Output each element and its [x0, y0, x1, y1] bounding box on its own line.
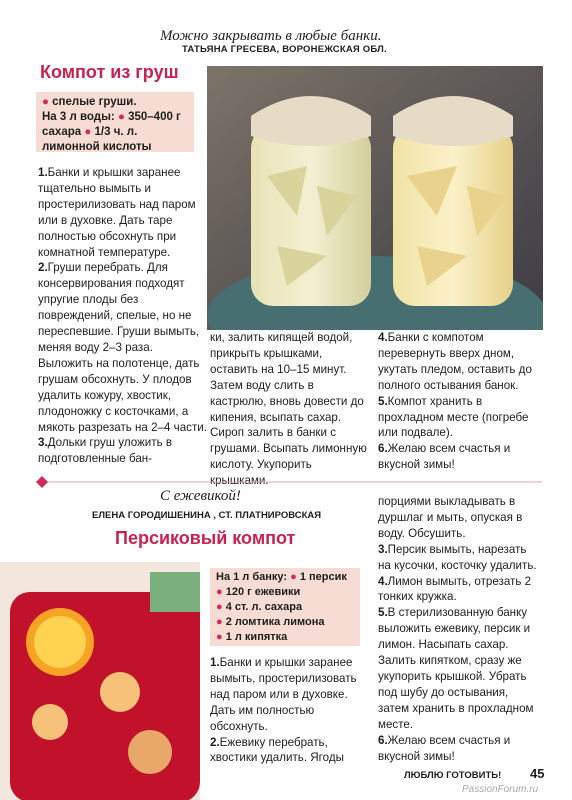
ingredient: 2 ломтика лимона	[225, 616, 325, 628]
steps-column-2: 1.Банки и крышки заранее вымыть, простерилизовать над паром или в духовке. Дать им полностью обсохнуть. 2.Ежевику перебрать, хвостики удалить. Ягоды	[210, 656, 357, 765]
author-name: ЕЛЕНА ГОРОДИШЕНИНА , СТ. ПЛАТНИРОВСКАЯ	[92, 510, 322, 521]
ingredient: 1 персик	[299, 571, 347, 583]
steps-column-1: 1.Банки и крышки заранее тщательно вымыть и простерилизовать над паром или в духовке. Дать таре полностью обсохнуть при комнатной температуре. 2.Груши перебрать. Для консервирования подходят упругие плоды без повреждений, спелые, но не переспевшие. Груши вымыть, меняя воду 2–3 раза. Выложить на полотенце, дать грушам обсохнуть. У плодов удалить кожуру, хвостик, плодоножку с косточками, а мякоть разрезать на 2–4 части. 3.Дольки груш уложить в подготовленные бан-	[38, 166, 207, 466]
bullet-icon: ●	[117, 111, 125, 123]
ingredients-box	[36, 92, 194, 152]
bullet-icon: ●	[42, 96, 53, 108]
watermark: PassionForum.ru	[462, 784, 539, 795]
magazine-name: ЛЮБЛЮ ГОТОВИТЬ!	[404, 770, 502, 781]
recipe-title: Персиковый компот	[115, 528, 296, 548]
step-text: В стерилизованную банку выложить ежевику, персик и лимон. Насыпать сахар. Залить кипятком, сразу же укупорить крышкой. Убрать под шубу до остывания, затем хранить в прохладном месте.	[378, 606, 534, 731]
step-text: Желаю всем счастья и вкусной зимы!	[378, 733, 511, 763]
step-text: Банки с компотом перевернуть вверх дном, укутать пледом, оставить до полного остывания банок.	[378, 331, 532, 392]
step-text: Дольки груш уложить в подготовленные бан-	[38, 436, 173, 466]
bullet-icon: ●	[216, 616, 226, 628]
steps-column-3: 4.Банки с компотом перевернуть вверх дном, укутать пледом, оставить до полного остывания банок. 5.Компот хранить в прохладном месте (погребе или подвале). 6.Желаю всем счастья и вкусной зимы!	[378, 331, 532, 472]
ingredients-box	[210, 568, 360, 646]
step-text: Желаю всем счастья и вкусной зимы!	[378, 442, 511, 472]
ingredient: 1/3 ч. л. лимонной кислоты	[42, 126, 152, 153]
tagline: Можно закрывать в любые банки.	[160, 28, 382, 44]
step-text: Лимон вымыть, отрезать 2 тонких кружка.	[378, 574, 532, 604]
step-text: Компот хранить в прохладном месте (погребе или подвале).	[378, 394, 529, 440]
recipe-title: Компот из груш	[40, 62, 179, 82]
step-text: ки, залить кипящей водой, прикрыть крышками, оставить на 10–15 минут. Затем воду слить в кастрюлю, вновь довести до кипения, всыпать сахар. Сироп залить в банки с грушами. Всыпать лимонную кислоту. Укупорить крышками.	[210, 331, 367, 488]
step-text: Банки и крышки заранее вымыть, простерилизовать над паром или в духовке. Дать им полностью обсохнуть.	[210, 656, 357, 733]
ingredient: 4 ст. л. сахара	[225, 601, 303, 613]
tagline: С ежевикой!	[160, 488, 241, 504]
step-text: Персик вымыть, нарезать на кусочки, косточку удалить.	[378, 542, 537, 572]
ingredient: 1 л кипятка	[225, 631, 288, 643]
divider	[36, 475, 542, 487]
step-text: Банки и крышки заранее тщательно вымыть и простерилизовать над паром или в духовке. Дать таре полностью обсохнуть при комнатной температуре.	[38, 166, 196, 259]
bullet-icon: ●	[216, 631, 226, 643]
peach-compote-photo	[0, 562, 200, 800]
steps-column-2	[210, 330, 370, 489]
bullet-icon: ●	[216, 601, 226, 613]
step-text: порциями выкладывать в дуршлаг и мыть, опуская в воду. Обсушить.	[378, 495, 523, 540]
ingredient: 120 г ежевики	[225, 586, 301, 598]
ingredients-head: На 1 л банку:	[216, 571, 288, 583]
author-name: ТАТЬЯНА ГРЕСЕВА, ВОРОНЕЖСКАЯ ОБЛ.	[182, 44, 387, 55]
steps-column-3: порциями выкладывать в дуршлаг и мыть, опуская в воду. Обсушить. 3.Персик вымыть, нарезать на кусочки, косточку удалить. 4.Лимон вымыть, отрезать 2 тонких кружка. 5.В стерилизованную банку выложить ежевику, персик и лимон. Насыпать сахар. Залить кипятком, сразу же укупорить крышкой. Убрать под шубу до остывания, затем хранить в прохладном месте. 6.Желаю всем счастья и вкусной зимы!	[378, 495, 537, 763]
step-text: Груши перебрать. Для консервирования подходят упругие плоды без повреждений, спелые, но не переспевшие. Груши вымыть, меняя воду 2–3 раза. Выложить на полотенце, дать грушам обсохнуть. У плодов удалить кожуру, хвостик, плодоножку с косточками, а мякоть разрезать на 2–4 части.	[38, 261, 207, 434]
bullet-icon: ●	[216, 586, 226, 598]
ingredient: На 3 л воды:	[42, 111, 115, 123]
step-text: Ежевику перебрать, хвостики удалить. Ягоды	[210, 735, 344, 765]
ingredient: 350–400 г сахара	[42, 111, 181, 138]
page-number: 45	[530, 766, 545, 781]
bullet-icon: ●	[84, 126, 92, 138]
bullet-icon: ●	[290, 571, 297, 583]
ingredient: спелые груши.	[52, 96, 137, 108]
pear-jars-photo	[207, 66, 543, 330]
